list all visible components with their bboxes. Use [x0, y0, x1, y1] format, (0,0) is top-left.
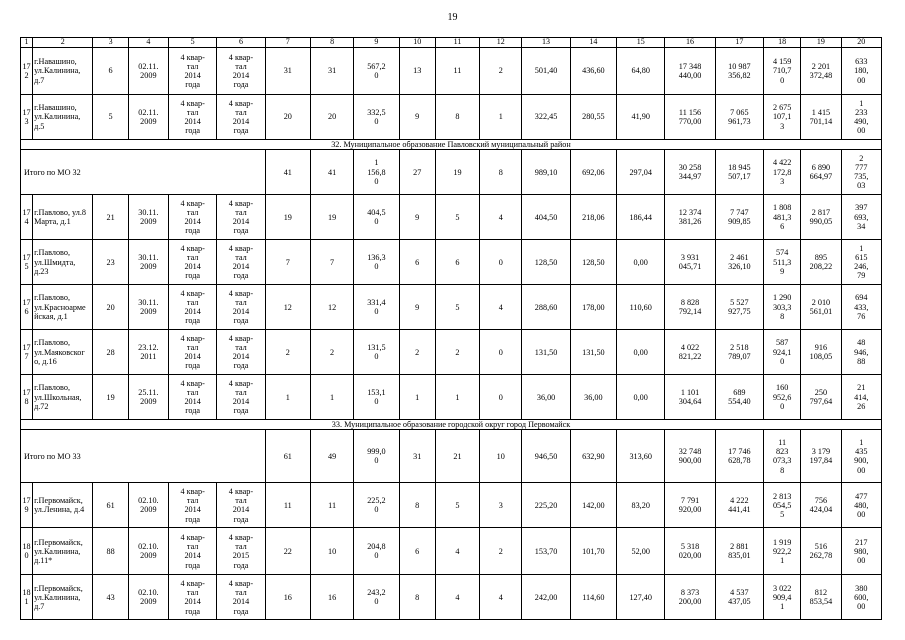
table-cell: 153,1 0: [354, 375, 399, 420]
table-cell: 8: [399, 483, 435, 528]
table-cell: 32 748 900,00: [665, 430, 715, 483]
table-cell: 4 квар- тал 2014 года: [168, 330, 216, 375]
table-cell: 4 квар- тал 2014 года: [217, 483, 265, 528]
table-cell: 41: [265, 150, 310, 195]
table-cell: 31: [399, 430, 435, 483]
table-cell: 8: [399, 575, 435, 620]
table-cell: 19: [265, 195, 310, 240]
table-cell: 812 853,54: [801, 575, 841, 620]
table-cell: 1: [480, 95, 522, 140]
table-cell: 17 746 628,78: [715, 430, 763, 483]
table-cell: 61: [265, 430, 310, 483]
table-cell: 7: [265, 240, 310, 285]
table-cell: 916 108,05: [801, 330, 841, 375]
table-cell: 2 813 054,5 5: [764, 483, 801, 528]
table-cell: 17 9: [21, 483, 33, 528]
total-label: Итого по МО 32: [21, 150, 266, 195]
table-cell: 17 8: [21, 375, 33, 420]
table-cell: 2: [480, 48, 522, 95]
table-cell: 989,10: [522, 150, 570, 195]
table-cell: 4: [435, 528, 479, 575]
table-cell: 1 290 303,3 8: [764, 285, 801, 330]
table-cell: 1 233 490, 00: [841, 95, 881, 140]
table-cell: 8: [310, 38, 353, 48]
table-cell: 404,5 0: [354, 195, 399, 240]
table-cell: 31: [265, 48, 310, 95]
table-cell: 632,90: [570, 430, 616, 483]
table-cell: 160 952,6 0: [764, 375, 801, 420]
table-cell: г.Навашино, ул.Калинина, д.7: [33, 48, 93, 95]
table-cell: 1 156,8 0: [354, 150, 399, 195]
table-cell: 25.11. 2009: [128, 375, 168, 420]
table-cell: 114,60: [570, 575, 616, 620]
table-cell: 13: [522, 38, 570, 48]
table-cell: 31: [310, 48, 353, 95]
table-cell: 3 022 909,4 1: [764, 575, 801, 620]
total-row: [21, 430, 882, 483]
table-cell: г.Павлово, ул.Красноарме йская, д.1: [33, 285, 93, 330]
table-cell: г.Павлово, ул.Шмидта, д.23: [33, 240, 93, 285]
table-cell: 6: [435, 240, 479, 285]
table-cell: г.Павлово, ул.Маяковског о, д.16: [33, 330, 93, 375]
table-cell: 694 433, 76: [841, 285, 881, 330]
table-cell: 1: [399, 375, 435, 420]
table-cell: 30.11. 2009: [128, 285, 168, 330]
table-cell: 52,00: [617, 528, 665, 575]
table-cell: 242,00: [522, 575, 570, 620]
table-cell: 250 797,64: [801, 375, 841, 420]
table-cell: 4 квар- тал 2014 года: [168, 375, 216, 420]
table-cell: 16: [665, 38, 715, 48]
table-cell: 4 квар- тал 2014 года: [168, 95, 216, 140]
total-label: Итого по МО 33: [21, 430, 266, 483]
table-cell: 2 881 835,01: [715, 528, 763, 575]
table-cell: 0: [480, 330, 522, 375]
table-cell: 2 010 561,01: [801, 285, 841, 330]
table-cell: 4 квар- тал 2014 года: [217, 195, 265, 240]
table-cell: 9: [354, 38, 399, 48]
table-cell: 2: [310, 330, 353, 375]
table-cell: 8 373 200,00: [665, 575, 715, 620]
table-cell: 20: [310, 95, 353, 140]
table-cell: 1 615 246, 79: [841, 240, 881, 285]
table-cell: 1 808 481,3 6: [764, 195, 801, 240]
table-cell: 11 156 770,00: [665, 95, 715, 140]
table-cell: г.Павлово, ул.Школьная, д.72: [33, 375, 93, 420]
table-cell: 6: [93, 48, 128, 95]
table-cell: 17 6: [21, 285, 33, 330]
table-cell: 633 180, 00: [841, 48, 881, 95]
table-cell: 02.10. 2009: [128, 528, 168, 575]
table-cell: 83,20: [617, 483, 665, 528]
table-cell: 0,00: [617, 240, 665, 285]
table-cell: 11: [435, 38, 479, 48]
table-cell: 288,60: [522, 285, 570, 330]
table-cell: 2 518 789,07: [715, 330, 763, 375]
table-cell: 1: [310, 375, 353, 420]
table-cell: 136,3 0: [354, 240, 399, 285]
table-cell: 21 414, 26: [841, 375, 881, 420]
table-cell: 11 823 073,3 8: [764, 430, 801, 483]
table-row: [21, 575, 882, 620]
table-cell: 3: [93, 38, 128, 48]
table-row: [21, 285, 882, 330]
table-cell: 16: [310, 575, 353, 620]
table-cell: 02.10. 2009: [128, 575, 168, 620]
table-cell: г.Навашино, ул.Калинина, д.5: [33, 95, 93, 140]
table-cell: 13: [399, 48, 435, 95]
table-cell: 8: [435, 95, 479, 140]
table-cell: 41: [310, 150, 353, 195]
table-cell: 5 318 020,00: [665, 528, 715, 575]
table-cell: 30.11. 2009: [128, 195, 168, 240]
table-cell: 5: [435, 285, 479, 330]
section-row: [21, 420, 882, 430]
table-cell: 36,00: [570, 375, 616, 420]
table-cell: 17 3: [21, 95, 33, 140]
table-cell: 4 квар- тал 2014 года: [168, 528, 216, 575]
table-cell: 692,06: [570, 150, 616, 195]
table-cell: 10: [399, 38, 435, 48]
section-row: [21, 140, 882, 150]
table-cell: 14: [570, 38, 616, 48]
table-cell: 10: [310, 528, 353, 575]
table-row: [21, 240, 882, 285]
table-cell: 2 675 107,1 3: [764, 95, 801, 140]
table-cell: 43: [93, 575, 128, 620]
table-cell: 4 квар- тал 2014 года: [217, 375, 265, 420]
table-cell: 6: [399, 240, 435, 285]
table-cell: 225,20: [522, 483, 570, 528]
table-cell: 0: [480, 240, 522, 285]
table-cell: 5: [435, 195, 479, 240]
table-cell: 28: [93, 330, 128, 375]
table-cell: 404,50: [522, 195, 570, 240]
table-cell: 1: [21, 38, 33, 48]
table-cell: 131,50: [570, 330, 616, 375]
table-cell: 7 791 920,00: [665, 483, 715, 528]
table-cell: 15: [617, 38, 665, 48]
table-cell: 20: [93, 285, 128, 330]
table-cell: 17 2: [21, 48, 33, 95]
table-cell: 36,00: [522, 375, 570, 420]
table-cell: 128,50: [570, 240, 616, 285]
total-row: [21, 150, 882, 195]
table-row: [21, 330, 882, 375]
table-cell: 756 424,04: [801, 483, 841, 528]
table-cell: 12: [310, 285, 353, 330]
table-cell: 128,50: [522, 240, 570, 285]
table-cell: 895 208,22: [801, 240, 841, 285]
table-cell: 9: [399, 195, 435, 240]
table-cell: 4 422 172,8 3: [764, 150, 801, 195]
table-cell: 02.10. 2009: [128, 483, 168, 528]
table-cell: 9: [399, 285, 435, 330]
table-cell: 6 890 664,97: [801, 150, 841, 195]
table-cell: 64,80: [617, 48, 665, 95]
table-cell: 142,00: [570, 483, 616, 528]
table-cell: 4 квар- тал 2014 года: [168, 240, 216, 285]
table-cell: 186,44: [617, 195, 665, 240]
table-cell: 4 222 441,41: [715, 483, 763, 528]
table-cell: 18 0: [21, 528, 33, 575]
table-cell: 4 квар- тал 2014 года: [168, 195, 216, 240]
table-cell: г.Павлово, ул.8 Марта, д.1: [33, 195, 93, 240]
table-cell: 501,40: [522, 48, 570, 95]
section-heading: 32. Муниципальное образование Павловский муниципальный район: [21, 140, 882, 150]
table-cell: 4: [480, 575, 522, 620]
table-cell: 3 931 045,71: [665, 240, 715, 285]
table-cell: 2 817 990,05: [801, 195, 841, 240]
table-cell: 21: [435, 430, 479, 483]
table-cell: 3 179 197,84: [801, 430, 841, 483]
table-cell: 4: [128, 38, 168, 48]
table-cell: 4 квар- тал 2014 года: [168, 285, 216, 330]
table-cell: 6: [217, 38, 265, 48]
table-cell: 297,04: [617, 150, 665, 195]
table-cell: 18: [764, 38, 801, 48]
table-cell: 8 828 792,14: [665, 285, 715, 330]
table-cell: 4 квар- тал 2014 года: [217, 240, 265, 285]
table-cell: 2 201 372,48: [801, 48, 841, 95]
table-cell: 4 квар- тал 2015 года: [217, 528, 265, 575]
section-heading: 33. Муниципальное образование городской округ город Первомайск: [21, 420, 882, 430]
table-cell: 999,0 0: [354, 430, 399, 483]
table-cell: 19: [310, 195, 353, 240]
table-cell: 48 946, 88: [841, 330, 881, 375]
table-row: [21, 375, 882, 420]
table-cell: 17 5: [21, 240, 33, 285]
table-cell: 5 527 927,75: [715, 285, 763, 330]
table-cell: 2 777 735, 03: [841, 150, 881, 195]
table-cell: 4: [480, 195, 522, 240]
table-cell: 2: [265, 330, 310, 375]
table-cell: 218,06: [570, 195, 616, 240]
table-cell: 18 945 507,17: [715, 150, 763, 195]
table-cell: 4 022 821,22: [665, 330, 715, 375]
table-cell: 4: [480, 285, 522, 330]
table-cell: 17 7: [21, 330, 33, 375]
table-cell: 153,70: [522, 528, 570, 575]
table-cell: 131,5 0: [354, 330, 399, 375]
table-cell: 8: [480, 150, 522, 195]
table-cell: 178,00: [570, 285, 616, 330]
table-cell: 516 262,78: [801, 528, 841, 575]
table-cell: 19: [93, 375, 128, 420]
table-cell: 20: [265, 95, 310, 140]
table-cell: 7 747 909,85: [715, 195, 763, 240]
table-cell: 587 924,1 0: [764, 330, 801, 375]
table-cell: 5: [93, 95, 128, 140]
data-table: [20, 37, 882, 620]
table-cell: 4 квар- тал 2014 года: [168, 483, 216, 528]
table-cell: 20: [841, 38, 881, 48]
table-cell: 1: [265, 375, 310, 420]
table-cell: 1: [435, 375, 479, 420]
table-cell: 12: [480, 38, 522, 48]
table-cell: 2 461 326,10: [715, 240, 763, 285]
table-cell: 397 693, 34: [841, 195, 881, 240]
table-cell: 16: [265, 575, 310, 620]
table-cell: 436,60: [570, 48, 616, 95]
table-cell: 19: [801, 38, 841, 48]
header-row: [21, 38, 882, 48]
table-cell: 10: [480, 430, 522, 483]
page-number: 19: [447, 12, 458, 23]
table-row: [21, 483, 882, 528]
table-cell: 6: [399, 528, 435, 575]
table-cell: 11: [435, 48, 479, 95]
table-cell: 331,4 0: [354, 285, 399, 330]
table-cell: 225,2 0: [354, 483, 399, 528]
table-cell: 2: [480, 528, 522, 575]
table-cell: 101,70: [570, 528, 616, 575]
table-row: [21, 48, 882, 95]
table-cell: 30.11. 2009: [128, 240, 168, 285]
table-cell: 10 987 356,82: [715, 48, 763, 95]
table-cell: 30 258 344,97: [665, 150, 715, 195]
table-cell: 4 квар- тал 2014 года: [217, 330, 265, 375]
table-cell: 9: [399, 95, 435, 140]
table-cell: 7: [310, 240, 353, 285]
table-cell: 02.11. 2009: [128, 95, 168, 140]
table-cell: 243,2 0: [354, 575, 399, 620]
table-cell: 4: [435, 575, 479, 620]
table-cell: 22: [265, 528, 310, 575]
table-cell: 332,5 0: [354, 95, 399, 140]
table-cell: 131,50: [522, 330, 570, 375]
table-cell: 574 511,3 9: [764, 240, 801, 285]
table-cell: 4 квар- тал 2014 года: [168, 575, 216, 620]
table-row: [21, 528, 882, 575]
table-cell: 0,00: [617, 375, 665, 420]
table-cell: 19: [435, 150, 479, 195]
table-cell: 4 квар- тал 2014 года: [217, 95, 265, 140]
table-cell: 12 374 381,26: [665, 195, 715, 240]
table-cell: 2: [399, 330, 435, 375]
table-cell: 17 348 440,00: [665, 48, 715, 95]
table-cell: 11: [265, 483, 310, 528]
table-cell: 380 600, 00: [841, 575, 881, 620]
table-cell: 1 101 304,64: [665, 375, 715, 420]
table-cell: 4 квар- тал 2014 года: [168, 48, 216, 95]
table-cell: 477 480, 00: [841, 483, 881, 528]
table-cell: 7 065 961,73: [715, 95, 763, 140]
table-cell: 4 537 437,05: [715, 575, 763, 620]
table-row: [21, 195, 882, 240]
table-cell: 7: [265, 38, 310, 48]
table-cell: 3: [480, 483, 522, 528]
table-cell: 61: [93, 483, 128, 528]
table-cell: 23: [93, 240, 128, 285]
table-cell: 23.12. 2011: [128, 330, 168, 375]
table-cell: 49: [310, 430, 353, 483]
table-cell: 217 980, 00: [841, 528, 881, 575]
table-cell: 17: [715, 38, 763, 48]
table-cell: г.Первомайск, ул.Калинина, д.7: [33, 575, 93, 620]
table-cell: 4 159 710,7 0: [764, 48, 801, 95]
table-cell: 946,50: [522, 430, 570, 483]
table-cell: 280,55: [570, 95, 616, 140]
table-cell: 17 4: [21, 195, 33, 240]
table-cell: 41,90: [617, 95, 665, 140]
table-cell: 5: [435, 483, 479, 528]
table-row: [21, 95, 882, 140]
table-cell: 2: [33, 38, 93, 48]
table-cell: г.Первомайск, ул.Ленина, д.4: [33, 483, 93, 528]
table-cell: 21: [93, 195, 128, 240]
table-cell: 322,45: [522, 95, 570, 140]
table-cell: 1 415 701,14: [801, 95, 841, 140]
table-cell: 18 1: [21, 575, 33, 620]
table-cell: 1 919 922,2 1: [764, 528, 801, 575]
table-cell: 1 435 900, 00: [841, 430, 881, 483]
table-cell: 110,60: [617, 285, 665, 330]
table-cell: 567,2 0: [354, 48, 399, 95]
table-cell: 5: [168, 38, 216, 48]
table-cell: 689 554,40: [715, 375, 763, 420]
table-cell: 02.11. 2009: [128, 48, 168, 95]
table-cell: 2: [435, 330, 479, 375]
table-cell: 4 квар- тал 2014 года: [217, 48, 265, 95]
table-cell: 127,40: [617, 575, 665, 620]
table-cell: 88: [93, 528, 128, 575]
table-cell: 0: [480, 375, 522, 420]
table-cell: 11: [310, 483, 353, 528]
table-cell: 27: [399, 150, 435, 195]
table-cell: 12: [265, 285, 310, 330]
table-cell: 4 квар- тал 2014 года: [217, 285, 265, 330]
table-cell: 4 квар- тал 2014 года: [217, 575, 265, 620]
table-cell: 204,8 0: [354, 528, 399, 575]
table-cell: 313,60: [617, 430, 665, 483]
table-cell: 0,00: [617, 330, 665, 375]
table-cell: г.Первомайск, ул.Калинина, д.11*: [33, 528, 93, 575]
